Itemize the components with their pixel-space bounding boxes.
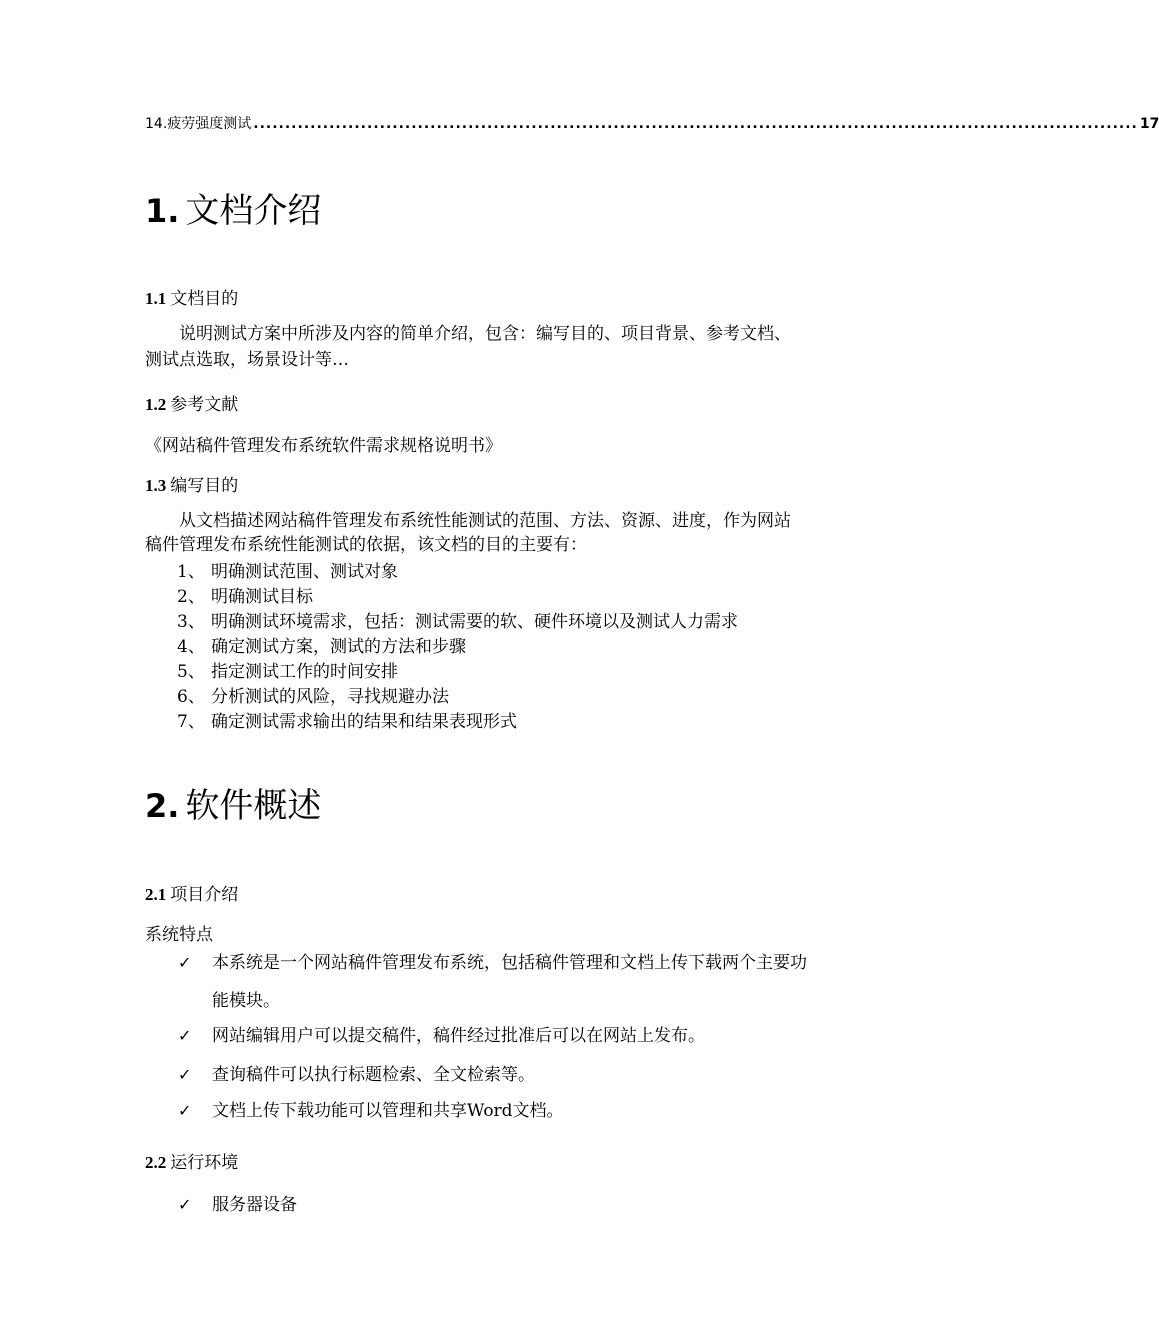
section-2-title: 软件概述 xyxy=(185,786,322,826)
section-1-number: 1. xyxy=(145,192,180,230)
list-item: 3、 明确测试环境需求，包括：测试需要的软、硬件环境以及测试人力需求 xyxy=(177,612,738,632)
purpose-list xyxy=(177,560,738,735)
subsection-1-1-heading xyxy=(145,284,238,309)
feature-item xyxy=(178,1023,808,1049)
subsection-1-1-number: 1.1 xyxy=(145,289,167,308)
checkmark-icon: ✓ xyxy=(178,1026,192,1045)
subsection-1-1-title: 文档目的 xyxy=(170,289,239,309)
feature-text: 本系统是一个网站稿件管理发布系统，包括稿件管理和文档上传下载两个主要功能模块。 xyxy=(212,953,807,1011)
subsection-1-3-heading xyxy=(145,471,238,496)
section-2-number: 2. xyxy=(145,787,180,825)
feature-item xyxy=(178,1062,808,1088)
checkmark-icon: ✓ xyxy=(178,1101,192,1120)
section-1-title: 文档介绍 xyxy=(185,191,322,231)
reference-document-title: 《网站稿件管理发布系统软件需求规格说明书》 xyxy=(145,436,502,456)
subsection-2-1-number: 2.1 xyxy=(145,885,167,904)
subsection-2-1-heading xyxy=(145,880,238,905)
toc-entry[interactable] xyxy=(145,113,1159,135)
environment-item xyxy=(178,1192,808,1218)
subsection-1-2-heading xyxy=(145,390,238,415)
toc-title: 疲劳强度测试 xyxy=(167,116,252,132)
subsection-1-1-paragraph: 说明测试方案中所涉及内容的简单介绍，包含：编写目的、项目背景、参考文档、测试点选取，场景设计等… xyxy=(145,324,791,370)
environment-text: 服务器设备 xyxy=(212,1195,297,1215)
checkmark-icon: ✓ xyxy=(178,953,192,972)
list-item: 6、 分析测试的风险，寻找规避办法 xyxy=(177,687,449,707)
feature-text: 网站编辑用户可以提交稿件，稿件经过批准后可以在网站上发布。 xyxy=(212,1026,705,1046)
feature-item xyxy=(178,944,808,1020)
subsection-1-2-number: 1.2 xyxy=(145,395,167,414)
feature-item xyxy=(178,1098,808,1124)
subsection-2-2-title: 运行环境 xyxy=(170,1153,239,1173)
subsection-1-3-number: 1.3 xyxy=(145,476,167,495)
checkmark-icon: ✓ xyxy=(178,1065,192,1084)
system-features-label: 系统特点 xyxy=(145,925,213,945)
toc-leader-dots: ............................................................................................................................................ xyxy=(253,116,1138,132)
list-item: 4、 确定测试方案，测试的方法和步骤 xyxy=(177,637,466,657)
feature-text: 查询稿件可以执行标题检索、全文检索等。 xyxy=(212,1065,535,1085)
list-item: 2、 明确测试目标 xyxy=(177,587,313,607)
subsection-1-3-paragraph: 从文档描述网站稿件管理发布系统性能测试的范围、方法、资源、进度，作为网站稿件管理发布系统性能测试的依据，该文档的目的主要有： xyxy=(145,511,791,555)
feature-text: 文档上传下载功能可以管理和共享Word文档。 xyxy=(212,1101,564,1121)
section-1-heading xyxy=(145,183,321,233)
list-item: 1、 明确测试范围、测试对象 xyxy=(177,562,398,582)
checkmark-icon: ✓ xyxy=(178,1195,192,1214)
toc-page-number: 17 xyxy=(1139,116,1159,132)
subsection-1-3-title: 编写目的 xyxy=(170,476,239,496)
list-item: 5、 指定测试工作的时间安排 xyxy=(177,662,398,682)
subsection-2-2-number: 2.2 xyxy=(145,1153,167,1172)
subsection-2-1-title: 项目介绍 xyxy=(170,885,239,905)
section-2-heading xyxy=(145,778,321,828)
toc-number: 14. xyxy=(145,116,168,132)
subsection-1-2-title: 参考文献 xyxy=(170,395,239,415)
list-item: 7、 确定测试需求输出的结果和结果表现形式 xyxy=(177,712,517,732)
subsection-2-2-heading xyxy=(145,1148,238,1173)
